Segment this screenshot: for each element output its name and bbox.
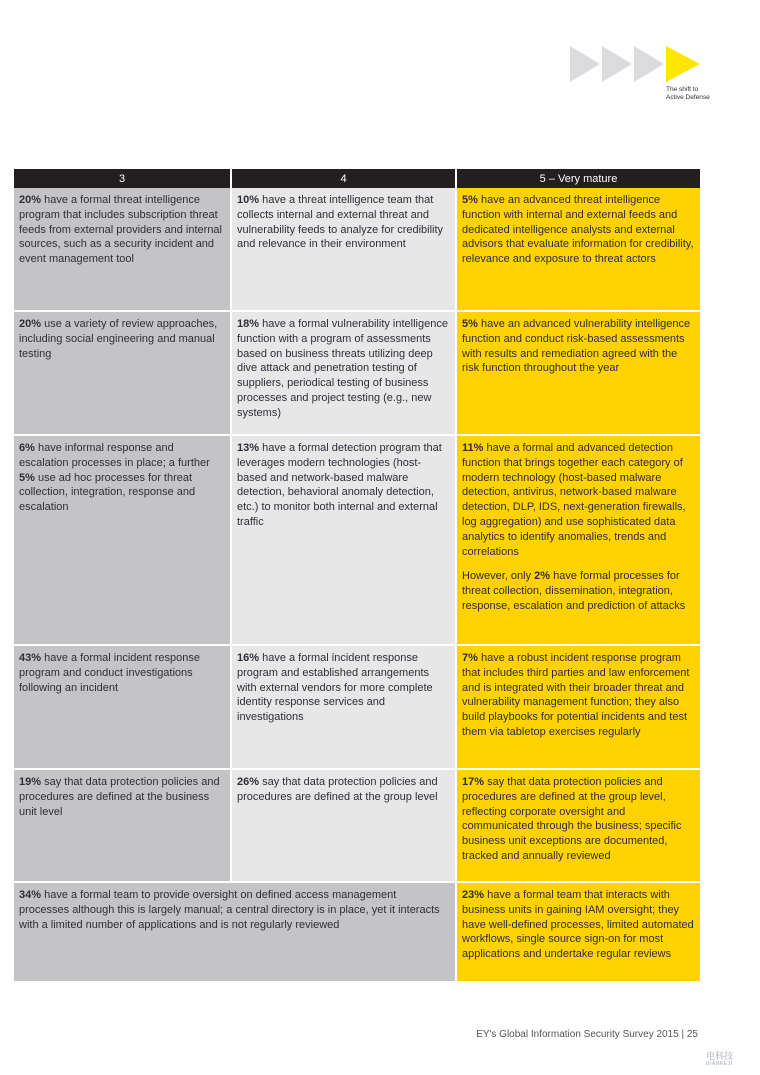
percentage: 6% <box>19 442 35 454</box>
table-row <box>14 312 700 436</box>
cell-text: have a formal threat intelligence program that includes subscription threat feeds from external providers and internal sources, such as a security incident and event management tool <box>19 194 222 266</box>
table-cell-level-5 <box>457 312 700 436</box>
cell-extra-paragraph <box>462 569 694 613</box>
cell-text: have an advanced threat intelligence function with internal and external feeds and dedicated intelligence analysts and external advisors that evaluate information for credibility, relevance and exposure to threat actors <box>462 194 694 266</box>
percentage: 5% <box>462 318 478 330</box>
table-cell-level-5 <box>457 883 700 983</box>
table-cell-level-3-4 <box>14 883 457 983</box>
table-cell-level-3 <box>14 312 232 436</box>
percentage: 26% <box>237 776 260 788</box>
cell-text: However, only <box>462 570 535 583</box>
table-row <box>14 883 700 983</box>
maturity-table <box>14 169 700 983</box>
page-footer: EY's Global Information Security Survey 2015 | 25 <box>476 1029 698 1040</box>
logo-tagline <box>666 86 710 102</box>
header-level-4: 4 <box>232 169 457 188</box>
logo-tagline-line2: Active Defense <box>666 94 710 101</box>
percentage: 16% <box>237 652 260 664</box>
cell-text: have a threat intelligence team that collects internal and external threat and vulnerability feeds to analyze for credibility and relevance in their environment <box>237 194 444 251</box>
percentage: 34% <box>19 889 42 901</box>
logo-tagline-line1: The shift to <box>666 86 699 93</box>
percentage: 17% <box>462 776 485 788</box>
cell-text: have a formal team to provide oversight on defined access management processes although this is largely manual; a central directory is in place, yet it interacts with a limited number of applications and is not regularly reviewed <box>19 889 440 931</box>
table-cell-level-4 <box>232 436 457 646</box>
percentage: 19% <box>19 776 42 788</box>
percentage: 2% <box>534 570 551 583</box>
table-row <box>14 770 700 883</box>
header-level-5: 5 – Very mature <box>457 169 700 188</box>
cell-text: have a robust incident response program that includes third parties and law enforcement and is integrated with their broader threat and vulnerability management function; they also build playbooks for potential incidents and test them via tabletop exercises regularly <box>462 652 690 738</box>
active-defense-logo <box>568 44 718 104</box>
chevrons-icon <box>568 44 704 84</box>
percentage: 20% <box>19 318 42 330</box>
header-level-3: 3 <box>14 169 232 188</box>
cell-text: say that data protection policies and procedures are defined at the group level <box>237 776 438 803</box>
watermark-subtext: DIANKEJI <box>706 1061 733 1067</box>
cell-text: have a formal incident response program and conduct investigations following an incident <box>19 652 201 694</box>
cell-text: use ad hoc processes for threat collection, integration, response and escalation <box>19 471 196 514</box>
percentage: 5% <box>462 194 478 206</box>
cell-text: say that data protection policies and procedures are defined at the group level, reflecting corporate oversight and communicated through the business; specific business unit exceptions are documented, tracked and annually reviewed <box>462 776 682 862</box>
table-cell-level-3 <box>14 188 232 312</box>
percentage: 18% <box>237 318 260 330</box>
cell-text: have a formal and advanced detection function that brings together each category of modern technology (host-based malware detection, antivirus, network-based malware detection, DLP, IDS, next-generation firewalls, log aggregation) and use sophisticated data analytics to identify anomalies, trends and correlations <box>462 442 686 558</box>
watermark-text: 电科技 <box>706 1051 734 1061</box>
cell-text: have a formal incident response program and established arrangements with external vendors for more complete identity response services and investigations <box>237 652 433 724</box>
cell-text: have formal processes for threat collection, dissemination, integration, response, escalation and prediction of attacks <box>462 570 686 612</box>
percentage: 13% <box>237 442 260 454</box>
percentage: 23% <box>462 889 485 901</box>
percentage: 20% <box>19 194 42 206</box>
table-cell-level-5 <box>457 646 700 770</box>
cell-text: have a formal vulnerability intelligence function with a program of assessments based on business threats utilizing deep dive attack and penetration testing of suppliers, periodical testing of business processes and project testing (e.g., new systems) <box>237 318 448 419</box>
percentage: 7% <box>462 652 478 664</box>
table-cell-level-4 <box>232 646 457 770</box>
table-cell-level-5 <box>457 188 700 312</box>
table-cell-level-5 <box>457 770 700 883</box>
cell-text: have informal response and escalation processes in place; a further <box>19 442 210 469</box>
percentage: 11% <box>462 442 484 454</box>
table-row <box>14 188 700 312</box>
watermark-logo <box>706 1052 733 1067</box>
table-cell-level-4 <box>232 188 457 312</box>
cell-text: have a formal team that interacts with business units in gaining IAM oversight; they have well-defined processes, limited automated workflows, single source sign-on for most applications and undertake regular reviews <box>462 889 694 961</box>
table-header-row <box>14 169 700 188</box>
table-row <box>14 436 700 646</box>
table-cell-level-4 <box>232 312 457 436</box>
percentage: 10% <box>237 194 260 206</box>
table-cell-level-3 <box>14 436 232 646</box>
percentage: 5% <box>19 471 35 484</box>
cell-text: use a variety of review approaches, including social engineering and manual testing <box>19 318 218 360</box>
table-cell-level-3 <box>14 646 232 770</box>
table-cell-level-4 <box>232 770 457 883</box>
cell-text: have an advanced vulnerability intelligence function and conduct risk-based assessments with results and remediation agreed with the risk function throughout the year <box>462 318 691 375</box>
table-cell-level-3 <box>14 770 232 883</box>
cell-text: say that data protection policies and procedures are defined at the business unit level <box>19 776 220 818</box>
percentage: 43% <box>19 652 42 664</box>
table-cell-level-5 <box>457 436 700 646</box>
table-row <box>14 646 700 770</box>
cell-text: have a formal detection program that leverages modern technologies (host-based and network-based malware detection, behavioral anomaly detection, etc.) to monitor both internal and external traffic <box>237 442 442 528</box>
